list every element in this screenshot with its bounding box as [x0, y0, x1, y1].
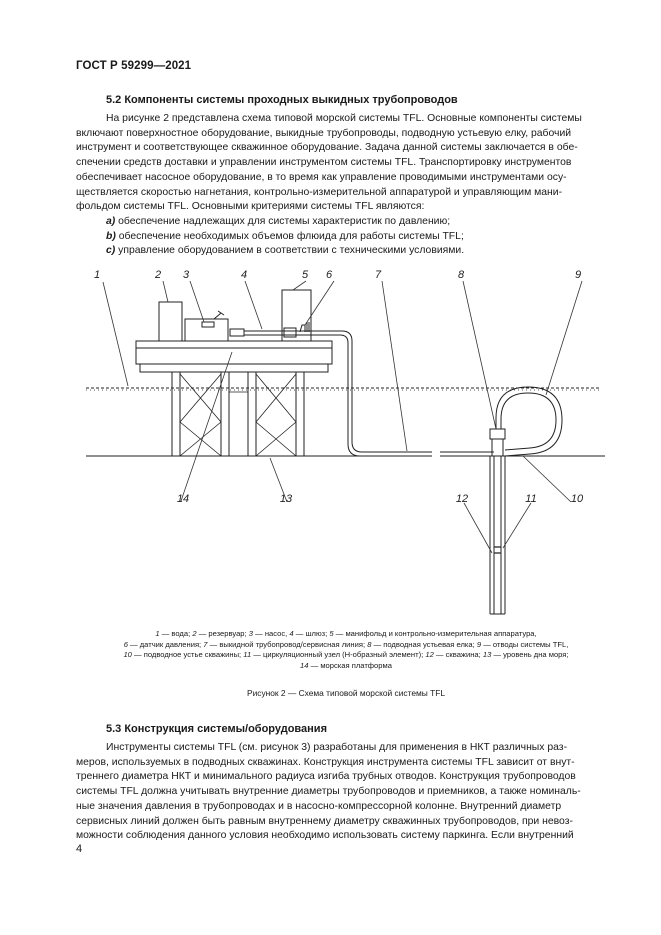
- paragraph-line: меров, используемых в подводных скважинах. Конструкция инструмента системы TFL зависит от внут-: [76, 756, 575, 768]
- paragraph-line: инструмент и соответствующее скважинное оборудование. Задача данной системы заключается в обе-: [76, 142, 578, 154]
- legend-item: 13 — уровень дна моря;: [482, 650, 569, 660]
- callout-label: 8: [457, 269, 465, 281]
- section-5-2-title: 5.2 Компоненты системы проходных выкидных трубопроводов: [106, 94, 458, 106]
- callout-label: 10: [570, 493, 584, 505]
- legend-number: 6: [123, 639, 128, 649]
- paragraph-line: сервисных линий должен быть равным внутреннему диаметру скважинных трубопроводов, при невоз-: [76, 815, 573, 827]
- paragraph-line: Инструменты системы TFL (см. рисунок 3) разработаны для применения в НКТ различных раз-: [106, 742, 568, 753]
- legend-item: 6 — датчик давления;: [123, 639, 202, 649]
- legend-text: выкидной трубопровод/сервисная линия;: [219, 639, 366, 649]
- platform-leg: [296, 372, 304, 456]
- list-item: [76, 230, 614, 245]
- page-number: 4: [76, 843, 83, 855]
- platform-leg: [248, 372, 256, 456]
- legend-text: шлюз;: [305, 629, 328, 638]
- callout-label: 3: [182, 269, 190, 281]
- callout-label: 12: [455, 493, 469, 505]
- h-member: [494, 547, 501, 553]
- legend-text: насос,: [264, 629, 288, 638]
- paragraph-line: ные значения давления в трубопроводах и в насосно-компрессорной колонне. Внутренний диаметр: [76, 800, 562, 812]
- list-text: обеспечение необходимых объемов флюида для работы системы TFL;: [118, 230, 464, 242]
- list-marker: c): [106, 245, 116, 257]
- callout-label: 4: [240, 269, 248, 281]
- legend-text: циркуляционный узел (Н-образный элемент);: [263, 650, 424, 660]
- section-5-3-title: 5.3 Конструкция системы/оборудования: [106, 723, 327, 735]
- legend-number: 9: [476, 639, 482, 649]
- legend-number: 1: [155, 629, 160, 638]
- callout-label: 6: [325, 269, 333, 281]
- legend-item: 11 — циркуляционный узел (Н-образный элемент);: [243, 650, 424, 660]
- section-5-3-paragraph: [76, 741, 614, 844]
- callout-label: 11: [525, 493, 537, 505]
- tfl-loop: [496, 387, 562, 456]
- callout-label: 9: [574, 269, 582, 281]
- figure-legend: [86, 629, 606, 671]
- legend-item: 4 — шлюз;: [289, 629, 328, 638]
- list-text: обеспечение надлежащих для системы характеристик по давлению;: [118, 216, 451, 227]
- paragraph-line: обеспечивает насосное оборудование, в то время как управление проводимыми инструментами осу-: [76, 171, 567, 183]
- document-header: ГОСТ Р 59299—2021: [76, 60, 192, 72]
- legend-text: отводы системы TFL,: [492, 639, 569, 649]
- callout-label: 7: [374, 269, 382, 281]
- list-item: [76, 244, 614, 259]
- criteria-list: [76, 215, 614, 259]
- legend-item: 14 — морская платформа: [300, 660, 392, 670]
- legend-text: резервуар;: [208, 629, 247, 638]
- legend-text: подводная устьевая елка;: [383, 639, 475, 649]
- legend-item: 10 — подводное устье скважины;: [123, 650, 242, 660]
- paragraph-line: спечении средств доставки и управлении инструментом системы TFL. Транспортировку инструментов: [76, 157, 572, 169]
- legend-number: 11: [243, 650, 252, 660]
- list-text: управление оборудованием в соответствии с техническими условиями.: [118, 245, 465, 257]
- legend-item: 2 — резервуар;: [192, 629, 247, 638]
- flowline: [300, 331, 432, 452]
- legend-item: 12 — скважина;: [425, 650, 481, 660]
- legend-number: 2: [192, 629, 197, 638]
- list-marker: b): [106, 230, 116, 242]
- legend-text: уровень дна моря;: [503, 650, 569, 660]
- legend-item: 3 — насос,: [248, 629, 288, 638]
- legend-item: 9 — отводы системы TFL,: [476, 639, 569, 649]
- legend-text: морская платформа: [320, 660, 392, 670]
- section-5-2-paragraph: [76, 112, 614, 215]
- list-item: [76, 215, 614, 230]
- platform-leg: [221, 372, 229, 456]
- legend-number: 3: [248, 629, 253, 638]
- paragraph-line: включают поверхностное оборудование, выкидные трубопроводы, подводную устьевую елку, рабочий: [76, 127, 572, 139]
- tank: [159, 302, 182, 341]
- legend-item: 8 — подводная устьевая елка;: [367, 639, 475, 649]
- legend-number: 5: [329, 629, 334, 638]
- legend-number: 4: [289, 629, 294, 638]
- paragraph-line: ществляется скоростью нагнетания, контрольно-измерительной аппаратурой и управляющим мани-: [76, 186, 563, 198]
- legend-number: 8: [367, 639, 372, 649]
- tfl-system-diagram: [0, 262, 661, 624]
- callout-label: 1: [93, 269, 101, 281]
- paragraph-line: треннего диаметра НКТ и минимального радиуса изгиба трубных отводов. Конструкция трубопроводов: [76, 771, 576, 783]
- legend-text: подводное устье скважины;: [143, 650, 242, 660]
- legend-number: 10: [123, 650, 132, 660]
- list-marker: a): [106, 216, 116, 227]
- legend-number: 12: [425, 650, 434, 660]
- platform-leg: [172, 372, 180, 456]
- paragraph-line: можности соблюдения данного условия необходимо использовать систему паркинга. Если внутренний: [76, 830, 574, 842]
- figure-caption: Рисунок 2 — Схема типовой морской системы TFL: [247, 688, 445, 698]
- legend-text: манифольд и контрольно-измерительная аппаратура,: [345, 629, 537, 638]
- platform-deck: [136, 341, 332, 364]
- callout-label: 2: [154, 269, 162, 281]
- legend-number: 14: [300, 660, 309, 670]
- legend-number: 7: [203, 639, 208, 649]
- callout-label: 14: [176, 493, 190, 505]
- legend-item: 1 — вода;: [155, 629, 191, 638]
- callout-label: 13: [279, 493, 293, 505]
- legend-number: 13: [482, 650, 492, 660]
- callout-label: 5: [301, 269, 309, 281]
- subsea-tree: [490, 429, 505, 439]
- legend-item: 7 — выкидной трубопровод/сервисная линия;: [203, 639, 366, 649]
- paragraph-line: На рисунке 2 представлена схема типовой морской системы TFL. Основные компоненты системы: [106, 113, 582, 124]
- paragraph-line: системы TFL должна учитывать внутренние диаметры трубопроводов и приемников, а также номиналь-: [76, 786, 581, 798]
- well: [490, 456, 505, 614]
- paragraph-line: фольдом системы TFL. Основными критериями системы TFL являются:: [76, 201, 425, 213]
- legend-text: вода;: [171, 629, 191, 638]
- legend-item: 5 — манифольд и контрольно-измерительная аппаратура,: [329, 629, 537, 638]
- launcher: [230, 329, 244, 336]
- legend-text: датчик давления;: [139, 639, 202, 649]
- legend-text: скважина;: [445, 650, 481, 660]
